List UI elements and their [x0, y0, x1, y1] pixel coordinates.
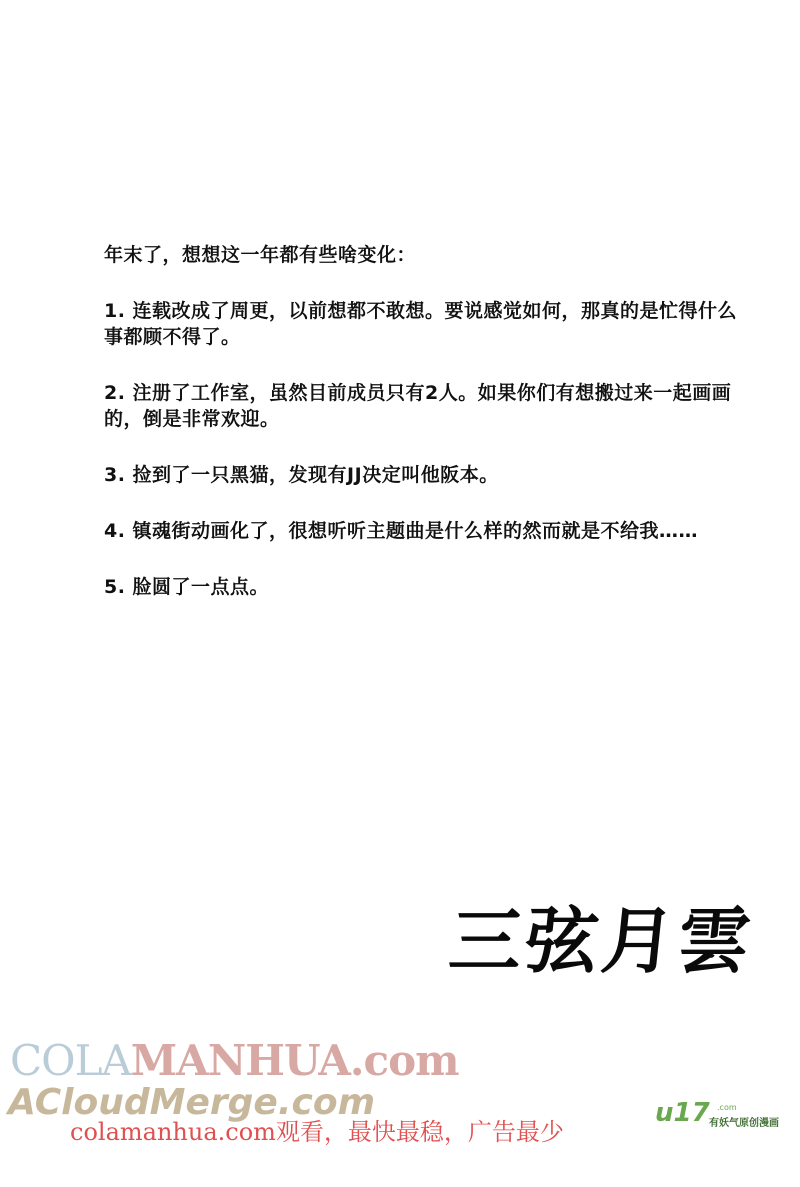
- watermark-manhua: MANHUA.com: [130, 1036, 459, 1085]
- u17-logo: [655, 1100, 795, 1134]
- note-intro: 年末了，想想这一年都有些啥变化：: [104, 244, 417, 266]
- author-note: [104, 242, 744, 630]
- author-signature: 三弦月雲: [445, 898, 759, 983]
- u17-logo-tagline: 有妖气原创漫画: [709, 1118, 779, 1129]
- u17-logo-main: u17: [655, 1098, 710, 1128]
- watermark-acloudmerge: ACloudMerge.com: [8, 1082, 376, 1123]
- watermark-colamanhua: [10, 1036, 459, 1085]
- note-item-1: 1. 连载改成了周更，以前想都不敢想。要说感觉如何，那真的是忙得什么事都顾不得了。: [104, 300, 738, 348]
- watermark-cola: COLA: [10, 1036, 131, 1085]
- note-item-3: 3. 捡到了一只黑猫，发现有JJ决定叫他阪本。: [104, 464, 499, 486]
- note-item-4: 4. 镇魂街动画化了，很想听听主题曲是什么样的然而就是不给我……: [104, 520, 699, 542]
- watermark-notice: colamanhua.com观看，最快最稳，广告最少: [70, 1118, 564, 1146]
- note-item-2: 2. 注册了工作室，虽然目前成员只有2人。如果你们有想搬过来一起画画的，倒是非常欢迎。: [104, 382, 732, 430]
- u17-logo-domain: .com: [717, 1103, 737, 1112]
- note-item-5: 5. 脸圆了一点点。: [104, 576, 270, 598]
